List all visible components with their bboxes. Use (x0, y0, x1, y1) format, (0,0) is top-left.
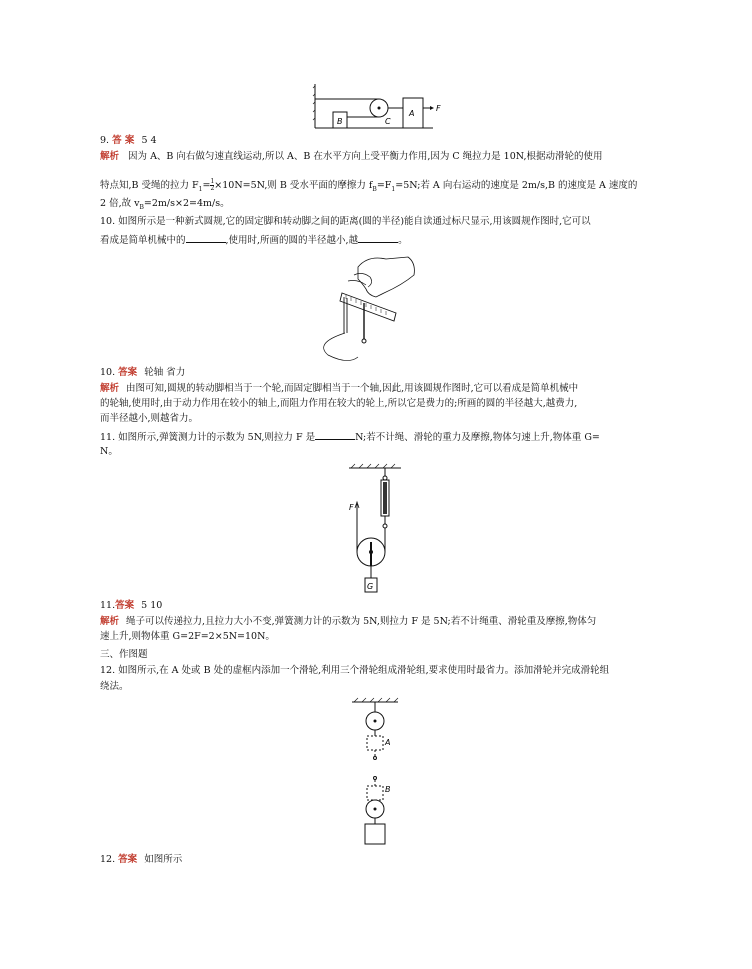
q10-analysis-line1: 解析 由图可知,圆规的转动脚相当于一个轮,而固定脚相当于一个轴,因此,用该圆规作图时,它可以看成是简单机械中 (100, 383, 579, 394)
fig9-label-c: C (385, 117, 391, 126)
q12-question-line1: 12. 如图所示,在 A 处或 B 处的虚框内添加一个滑轮,利用三个滑轮组成滑轮组,要求使用时最省力。添加滑轮并完成滑轮组 (100, 665, 610, 676)
q10-blank-2 (358, 233, 398, 243)
q11-question-line1: 11. 如图所示,弹簧测力计的示数为 5N,则拉力 F 是 N;若不计绳、滑轮的重力及摩擦,物体匀速上升,物体重 G= (100, 432, 600, 443)
fig9-label-b: B (337, 117, 343, 126)
q11-analysis-line2: 速上升,则物体重 G=2F=2×5N=10N。 (100, 631, 275, 642)
q11-analysis-line1: 解析 绳子可以传递拉力,且拉力大小不变,弹簧测力计的示数为 5N,则拉力 F 是 5N;若不计绳重、滑轮重及摩擦,物体匀 (100, 616, 597, 627)
fig11-label-f: F (349, 503, 354, 512)
q12-answer: 12. 答案 如图所示 (100, 854, 183, 865)
q10-question-line1: 10. 如图所示是一种新式圆规,它的固定脚和转动脚之间的距离(圆的半径)能自读通过标尺显示,用该圆规作图时,它可以 (100, 216, 591, 227)
q9-analysis-line3: 2 倍,故 $v_B=2m/s\times 2=4m/s$。 (100, 198, 230, 211)
fig12-label-a: A (385, 738, 391, 747)
q10-blank-1 (186, 233, 226, 243)
figure-q11 (345, 466, 405, 596)
q9-analysis-line1: 解析 因为 A、B 向右做匀速直线运动,所以 A、B 在水平方向上受平衡力作用,因为 C 绳拉力是 10N,根据动滑轮的使用 (100, 151, 603, 162)
q10-analysis-line3: 而半径越小,则越省力。 (100, 413, 199, 424)
fig9-label-f: F (436, 104, 441, 113)
section-title-drawing: 三、作图题 (100, 649, 148, 660)
q11-blank-1 (315, 430, 355, 440)
q10-analysis-line2: 的轮轴,使用时,由于动力作用在较小的轴上,而阻力作用在较大的轮上,所以它是费力的;所画的圆的半径越大,越费力, (100, 398, 578, 409)
q10-question-line2: 看成是简单机械中的 ,使用时,所画的圆的半径越小,越 。 (100, 235, 408, 246)
fig9-label-a: A (409, 109, 415, 118)
q11-answer: 11.答案 5 10 (100, 600, 163, 611)
q12-question-line2: 绕法。 (100, 681, 129, 692)
q9-answer: 9. 答 案 5 4 (100, 135, 157, 146)
figure-q12 (350, 700, 400, 850)
q11-question-line2: N。 (100, 446, 118, 457)
figure-q10 (318, 253, 418, 365)
q9-analysis-line2: 特点知,B 受绳的拉力 $F_1=$ $\frac{1}{2}$ ×10N=5N,则 B 受水平面的摩擦力 $f_B=F_1=5N$;若 A 向右运动的速度是 2m/s,B 的速度是 A 速度的 (100, 178, 638, 193)
figure-q9 (313, 84, 443, 130)
q10-answer: 10. 答案 轮轴 省力 (100, 367, 186, 378)
fig11-label-g: G (367, 582, 374, 591)
fig12-label-b: B (385, 785, 391, 794)
